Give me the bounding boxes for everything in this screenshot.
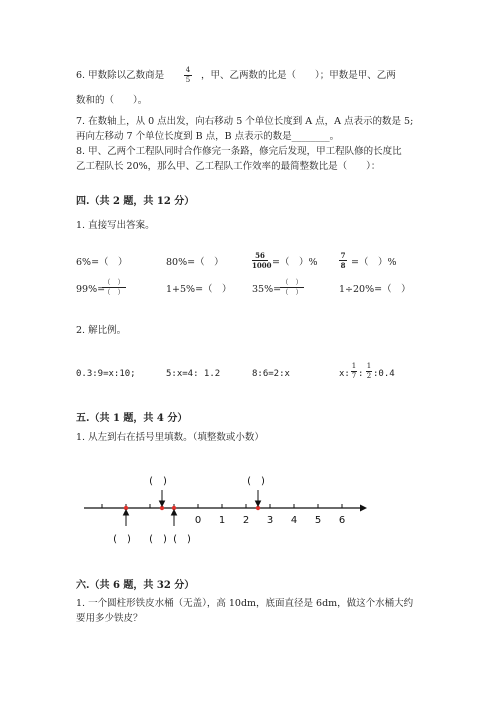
q4-1-title: 1. 直接写出答案。 <box>76 220 155 231</box>
q6-frac-num: 4 <box>185 66 191 74</box>
q4-1-frac-blank-1 <box>102 279 126 296</box>
tick-label-3: 3 <box>266 515 274 526</box>
q6-text-before: 6. 甲数除以乙数商是 <box>76 70 165 81</box>
tick-label-1: 1 <box>218 515 226 526</box>
q4-2-item-d-prefix: x: <box>339 369 350 379</box>
q4-1-item-c: =（ ）% <box>272 257 318 268</box>
q8-text-line2: 乙工程队长 20%，那么甲、乙工程队工作效率的最简整数比是（ ）： <box>76 161 381 172</box>
number-line-arrowhead <box>360 505 367 512</box>
q4-2-item-b: 5:x=4: 1.2 <box>166 369 221 379</box>
q4-2-frac-1-2-num: 1 <box>366 362 372 370</box>
q5-1-title: 1. 从左到右在括号里填数。（填整数或小数） <box>76 432 264 443</box>
q4-2-title: 2. 解比例。 <box>76 325 127 336</box>
q4-2-frac-1-7 <box>351 363 357 380</box>
q4-1-frac-56: 56 <box>255 251 265 260</box>
q4-2-item-d-mid: : <box>358 369 364 379</box>
q4-1-frac-blank-2 <box>280 279 304 296</box>
q4-2-frac-1-7-den: 7 <box>351 372 357 380</box>
q4-1-frac-blank-2-num: （ ） <box>281 278 303 286</box>
tick-label-6: 6 <box>338 515 346 526</box>
q4-1-item-a: 6%=（ ） <box>76 257 128 268</box>
q6-text-line2: 数和的（ ）。 <box>76 95 148 106</box>
tick-label-0: 0 <box>194 515 202 526</box>
q4-1-item-e: 99%= <box>76 284 106 295</box>
q8-text-line1: 8. 甲、乙两个工程队同时合作修完一条路，修完后发现，甲工程队修的长度比 <box>76 146 402 157</box>
q4-2-item-a: 0.3:9=x:10; <box>76 369 136 379</box>
q4-1-frac-blank-2-den: （ ） <box>281 288 303 296</box>
q6-frac-den: 5 <box>185 76 191 84</box>
up-arrow-2 <box>172 510 177 526</box>
down-arrow-2 <box>256 490 261 506</box>
q7-text-line1: 7. 在数轴上，从 0 点出发，向右移动 5 个单位长度到 A 点，A 点表示的数是 5; <box>76 116 414 127</box>
tick-label-5: 5 <box>314 515 322 526</box>
blank-bottom-3: ( ) <box>173 534 191 545</box>
number-line-figure <box>0 470 500 560</box>
q4-1-item-b: 80%=（ ） <box>166 257 224 268</box>
section-4-title: 四.（共 2 题，共 12 分） <box>76 196 195 207</box>
q6-fraction <box>184 67 192 84</box>
section-6-title: 六.（共 6 题，共 32 分） <box>76 580 195 591</box>
blank-top-2: ( ) <box>247 476 265 487</box>
q4-1-item-h: 1÷20%=（ ） <box>339 284 411 295</box>
q4-1-item-d: =（ ）% <box>351 257 397 268</box>
blank-top-1: ( ) <box>149 476 167 487</box>
section-5-title: 五.（共 1 题，共 4 分） <box>76 413 188 424</box>
q4-1-frac-7: 7 <box>340 251 346 260</box>
q4-2-frac-1-2 <box>366 363 372 380</box>
q7-text-line2: 再向左移动 7 个单位长度到 B 点，B 点表示的数是________。 <box>76 131 340 142</box>
q4-1-frac-1000: 1000 <box>252 261 272 270</box>
number-line-ticks <box>102 504 342 508</box>
q4-1-frac-7-8 <box>339 252 347 269</box>
tick-label-2: 2 <box>242 515 250 526</box>
blank-bottom-1: ( ) <box>113 534 131 545</box>
q4-2-frac-1-7-num: 1 <box>351 362 357 370</box>
q4-1-frac-56-1000 <box>252 251 272 270</box>
q4-1-item-g: 35%= <box>252 284 282 295</box>
q6-text-after: ，甲、乙两数的比是（ ）；甲数是甲、乙两 <box>201 70 396 81</box>
q6-1-text-line2: 要用多少铁皮？ <box>76 613 143 624</box>
q4-1-frac-blank-1-num: （ ） <box>103 278 125 286</box>
q4-2-item-d-suffix: :0.4 <box>373 369 395 379</box>
up-arrow-1 <box>124 510 129 526</box>
q4-2-frac-1-2-den: 2 <box>366 372 372 380</box>
q4-2-item-c: 8:6=2:x <box>252 369 290 379</box>
tick-label-4: 4 <box>290 515 298 526</box>
blank-bottom-2: ( ) <box>149 534 167 545</box>
q4-1-frac-blank-1-den: （ ） <box>103 288 125 296</box>
down-arrow-1 <box>160 490 165 506</box>
q6-1-text-line1: 1. 一个圆柱形铁皮水桶（无盖），高 10dm，底面直径是 6dm，做这个水桶大约 <box>76 598 414 609</box>
q4-1-frac-8: 8 <box>340 261 346 270</box>
q4-1-item-f: 1+5%=（ ） <box>166 284 232 295</box>
